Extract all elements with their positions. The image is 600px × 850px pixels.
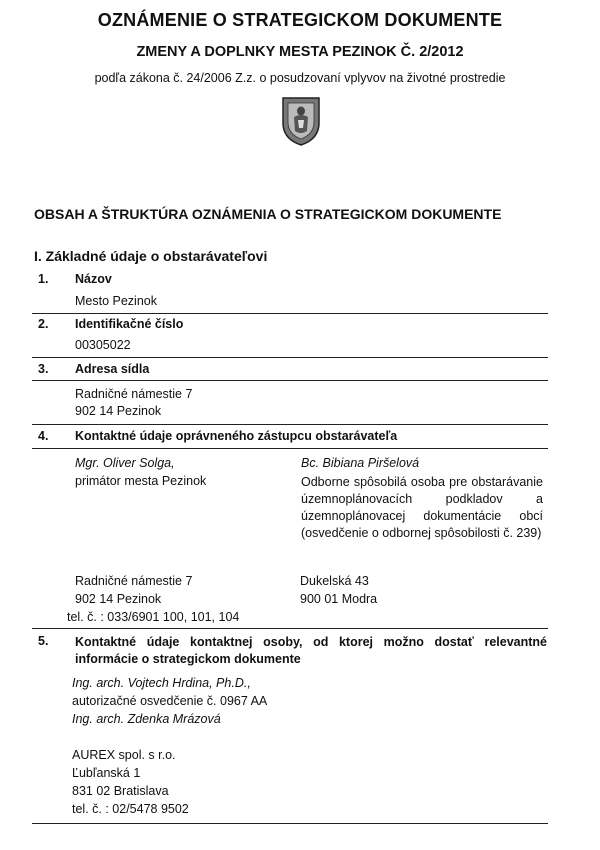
divider bbox=[32, 357, 548, 358]
item-label: Kontaktné údaje oprávneného zástupcu obstarávateľa bbox=[75, 429, 398, 443]
contact-name: Bc. Bibiana Piršelová bbox=[301, 456, 420, 470]
divider bbox=[32, 380, 548, 381]
part-heading: I. Základné údaje o obstarávateľovi bbox=[34, 248, 268, 264]
divider bbox=[32, 448, 548, 449]
law-reference: podľa zákona č. 24/2006 Z.z. o posudzovaní vplyvov na životné prostredie bbox=[94, 71, 506, 85]
item-number: 5. bbox=[38, 634, 49, 648]
address-line: Dukelská 43 bbox=[300, 574, 369, 588]
divider bbox=[32, 424, 548, 425]
item-label: Adresa sídla bbox=[75, 362, 150, 376]
divider bbox=[32, 628, 548, 629]
address-line: 902 14 Pezinok bbox=[75, 404, 162, 418]
address-line: Radničné námestie 7 bbox=[75, 387, 193, 401]
company-name: AUREX spol. s r.o. bbox=[72, 748, 176, 762]
section-heading: OBSAH A ŠTRUKTÚRA OZNÁMENIA O STRATEGICKOM DOKUMENTE bbox=[34, 206, 502, 222]
phone-number: tel. č. : 033/6901 100, 101, 104 bbox=[67, 610, 240, 624]
divider bbox=[32, 823, 548, 824]
authorization: autorizačné osvedčenie č. 0967 AA bbox=[72, 694, 268, 708]
item-label: Identifikačné číslo bbox=[75, 317, 184, 331]
item-label: Kontaktné údaje kontaktnej osoby, od ktorej možno dostať relevantné informácie o strategickom dokumente bbox=[75, 635, 547, 666]
contact-person: Ing. arch. Zdenka Mrázová bbox=[72, 712, 221, 726]
phone-number: tel. č. : 02/5478 9502 bbox=[72, 802, 189, 816]
item-number: 4. bbox=[38, 429, 49, 443]
document-title: OZNÁMENIE O STRATEGICKOM DOKUMENTE bbox=[97, 10, 503, 30]
divider bbox=[32, 313, 548, 314]
representative-name: Mgr. Oliver Solga, bbox=[75, 456, 175, 470]
item-value: Mesto Pezinok bbox=[75, 294, 157, 308]
document-subtitle: ZMENY A DOPLNKY MESTA PEZINOK Č. 2/2012 bbox=[136, 44, 464, 60]
item-label: Názov bbox=[75, 272, 112, 286]
address-line: Ľubľanská 1 bbox=[72, 766, 141, 780]
contact-qualification: Odborne spôsobilá osoba pre obstarávanie územnoplánovacích podkladov a územnoplánovacej dokumentácie obcí (osvedčenie o odbornej spôsobilosti č. 239) bbox=[301, 475, 543, 540]
town-coat-of-arms-icon bbox=[280, 95, 322, 147]
address-line: 902 14 Pezinok bbox=[75, 592, 162, 606]
representative-role: primátor mesta Pezinok bbox=[75, 474, 207, 488]
item-number: 1. bbox=[38, 272, 49, 286]
address-line: 900 01 Modra bbox=[300, 592, 378, 606]
address-line: 831 02 Bratislava bbox=[72, 784, 169, 798]
contact-person: Ing. arch. Vojtech Hrdina, Ph.D., bbox=[72, 676, 251, 690]
item-number: 3. bbox=[38, 362, 49, 376]
item-value: 00305022 bbox=[75, 338, 131, 352]
address-line: Radničné námestie 7 bbox=[75, 574, 193, 588]
item-number: 2. bbox=[38, 317, 49, 331]
